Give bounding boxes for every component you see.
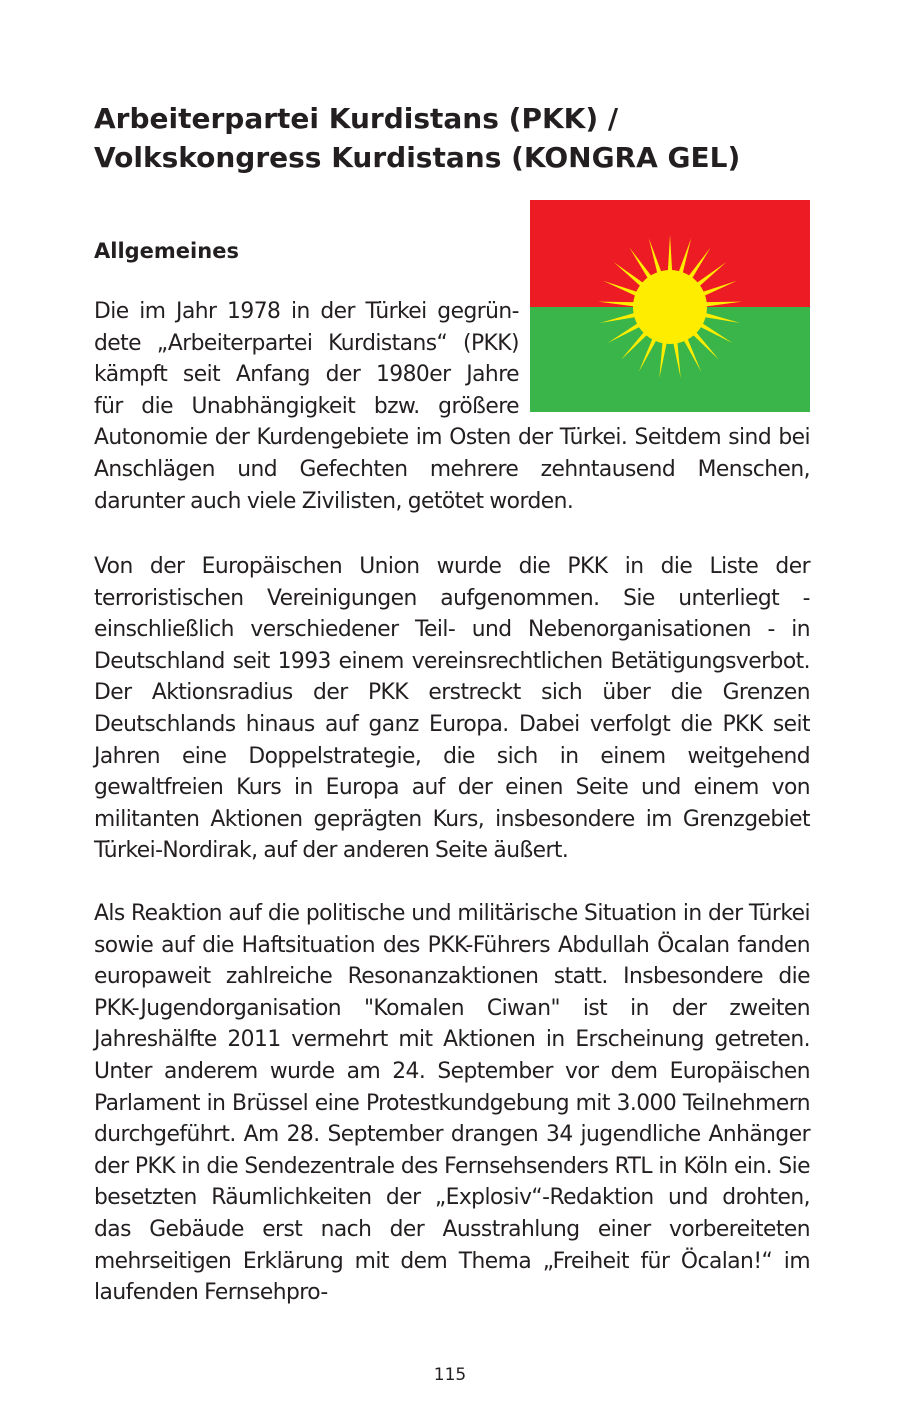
- text-line: kämpft seit Anfang der 1980er Jahre: [94, 362, 519, 388]
- paragraph-eu-ban: Von der Europäischen Union wurde die PKK in die Liste der terroristischen Vereinigungen aufgenommen. Sie unterliegt - einschließlich verschiedener Teil- und Nebenorganisationen - in Deutschland seit 1993 einem vereinsrechtlichen Betätigungsverbot. Der Aktionsradius der PKK erstreckt sich über die Grenzen Deutschlands hinaus auf ganz Europa. Dabei verfolgt die PKK seit Jahren eine Doppelstrategie, die sich in einem weitgehend gewaltfreien Kurs in Europa auf der einen Seite und einem von militanten Aktionen geprägten Kurs, insbesondere im Grenzgebiet Türkei-Nordirak, auf der anderen Seite äußert.: [94, 554, 810, 864]
- text-line: dete „Arbeiterpartei Kurdistans“ (PKK): [94, 330, 519, 356]
- text-line: Die im Jahr 1978 in der Türkei gegrün-: [94, 299, 519, 324]
- page-number: 115: [433, 1365, 467, 1385]
- paragraph-reactions: Als Reaktion auf die politische und militärische Situation in der Türkei sowie auf die Haftsituation des PKK-Führers Abdullah Öcalan fanden europaweit zahlreiche Resonanzaktionen statt. Insbesondere die PKK-Jugendorganisation "Komalen Ciwan" ist in der zweiten Jahreshälfte 2011 vermehrt mit Aktionen in Erscheinung getreten. Unter anderem wurde am 24. September vor dem Europäischen Parlament in Brüssel eine Protestkundgebung mit 3.000 Teilnehmern durchgeführt. Am 28. September drangen 34 jugendliche Anhänger der PKK in die Sendezentrale des Fernsehsenders RTL in Köln ein. Sie besetzten Räumlichkeiten der „Explosiv“-Redaktion und drohten, das Gebäude erst nach der Ausstrahlung einer vorbereiteten mehrseitigen Erklärung mit dem Thema „Freiheit für Öcalan!“ im laufenden Fernsehpro-: [94, 901, 810, 1306]
- page-title: Arbeiterpartei Kurdistans (PKK) / Volkskongress Kurdistans (KONGRA GEL): [94, 102, 741, 174]
- section-heading: Allgemeines: [94, 239, 239, 263]
- paragraph-intro: [94, 296, 810, 517]
- text-continuation: Autonomie der Kurdengebiete im Osten der Türkei. Seitdem sind bei Anschlägen und Gefechten mehrere zehntausend Menschen, darunter auch viele Zivilisten, getötet worden.: [94, 425, 810, 514]
- text-line: für die Unabhängigkeit bzw. größere: [94, 393, 519, 419]
